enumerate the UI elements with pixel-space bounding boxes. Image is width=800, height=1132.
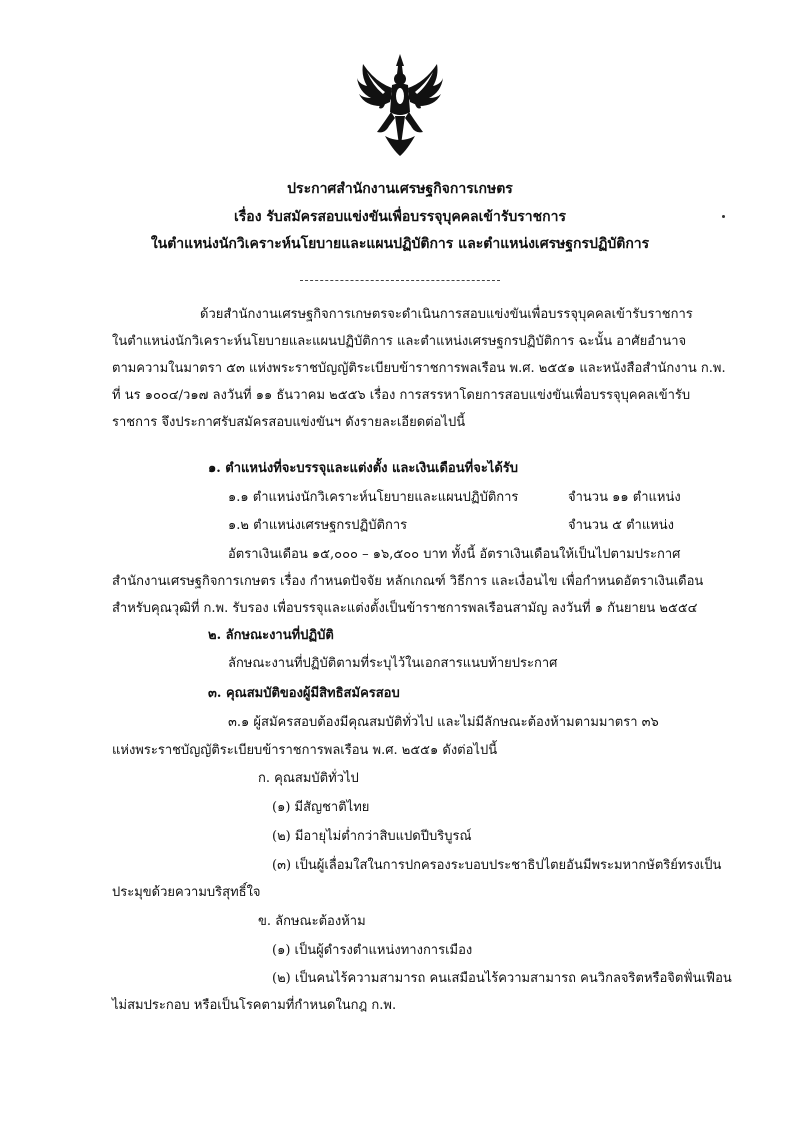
qualification-2: (๒) มีอายุไม่ต่ำกว่าสิบแปดปีบริบูรณ์ (272, 829, 472, 844)
prohibitions-heading: ข. ลักษณะต้องห้าม (258, 914, 366, 929)
position-item-1-label: ๑.๑ ตำแหน่งนักวิเคราะห์นโยบายและแผนปฏิบัติการ (228, 490, 519, 505)
section1-heading: ๑. ตำแหน่งที่จะบรรจุและแต่งตั้ง และเงินเดือนที่จะได้รับ (208, 461, 519, 476)
intro-line-2: ในตำแหน่งนักวิเคราะห์นโยบายและแผนปฏิบัติการ และตำแหน่งเศรษฐกรปฏิบัติการ ฉะนั้น อาศัยอำนาจ (112, 334, 687, 349)
position-item-1-count: จำนวน ๑๑ ตำแหน่ง (568, 490, 681, 505)
intro-line-5: ราชการ จึงประกาศรับสมัครสอบแข่งขันฯ ดังรายละเอียดต่อไปนี้ (112, 415, 466, 430)
intro-line-1: ด้วยสำนักงานเศรษฐกิจการเกษตรจะดำเนินการสอบแข่งขันเพื่อบรรจุบุคคลเข้ารับราชการ (200, 307, 693, 322)
speck (722, 215, 725, 218)
prohibition-2-line-2: ไม่สมประกอบ หรือเป็นโรคตามที่กำหนดในกฎ ก.พ. (112, 998, 397, 1013)
section3-1-line-1: ๓.๑ ผู้สมัครสอบต้องมีคุณสมบัติทั่วไป และไม่มีลักษณะต้องห้ามตามมาตรา ๓๖ (228, 715, 659, 730)
prohibition-1: (๑) เป็นผู้ดำรงตำแหน่งทางการเมือง (272, 943, 473, 958)
intro-line-3: ตามความในมาตรา ๕๓ แห่งพระราชบัญญัติระเบียบข้าราชการพลเรือน พ.ศ. ๒๕๕๑ และหนังสือสำนักงาน ก.พ. (112, 361, 726, 376)
section2-text: ลักษณะงานที่ปฏิบัติตามที่ระบุไว้ในเอกสารแนบท้ายประกาศ (228, 656, 558, 671)
position-item-2-label: ๑.๒ ตำแหน่งเศรษฐกรปฏิบัติการ (228, 518, 408, 533)
section2-heading: ๒. ลักษณะงานที่ปฏิบัติ (208, 628, 334, 643)
announcement-subject: เรื่อง รับสมัครสอบแข่งขันเพื่อบรรจุบุคคลเข้ารับราชการ (233, 209, 566, 225)
intro-line-4: ที่ นร ๑๐๐๔/ว๑๗ ลงวันที่ ๑๑ ธันวาคม ๒๕๕๖ เรื่อง การสรรหาโดยการสอบแข่งขันเพื่อบรรจุบุคคลเข้ารับ (112, 388, 691, 403)
salary-line-2: สำนักงานเศรษฐกิจการเกษตร เรื่อง กำหนดปัจจัย หลักเกณฑ์ วิธีการ และเงื่อนไข เพื่อกำหนดอัตราเงินเดือน (112, 574, 704, 589)
qualification-3-line-2: ประมุขด้วยความบริสุทธิ์ใจ (112, 885, 261, 900)
announcement-title: ประกาศสำนักงานเศรษฐกิจการเกษตร (287, 181, 513, 197)
position-item-2-count: จำนวน ๕ ตำแหน่ง (568, 518, 675, 533)
announcement-positions: ในตำแหน่งนักวิเคราะห์นโยบายและแผนปฏิบัติการ และตำแหน่งเศรษฐกรปฏิบัติการ (150, 236, 650, 252)
qualification-3-line-1: (๓) เป็นผู้เลื่อมใสในการปกครองระบอบประชาธิปไตยอันมีพระมหากษัตริย์ทรงเป็น (272, 858, 722, 873)
general-qualifications-heading: ก. คุณสมบัติทั่วไป (258, 771, 359, 786)
salary-line-1: อัตราเงินเดือน ๑๕,๐๐๐ – ๑๖,๕๐๐ บาท ทั้งนี้ อัตราเงินเดือนให้เป็นไปตามประกาศ (228, 547, 681, 562)
section3-1-line-2: แห่งพระราชบัญญัติระเบียบข้าราชการพลเรือน พ.ศ. ๒๕๕๑ ดังต่อไปนี้ (112, 743, 498, 758)
section3-heading: ๓. คุณสมบัติของผู้มีสิทธิสมัครสอบ (208, 686, 400, 701)
title-divider (300, 280, 500, 281)
salary-line-3: สำหรับคุณวุฒิที่ ก.พ. รับรอง เพื่อบรรจุและแต่งตั้งเป็นข้าราชการพลเรือนสามัญ ลงวันที่ ๑ กันยายน ๒๕๕๔ (112, 601, 698, 616)
prohibition-2-line-1: (๒) เป็นคนไร้ความสามารถ คนเสมือนไร้ความสามารถ คนวิกลจริตหรือจิตฟั่นเฟือน (272, 971, 732, 986)
garuda-emblem-icon (355, 52, 445, 157)
qualification-1: (๑) มีสัญชาติไทย (272, 800, 370, 815)
